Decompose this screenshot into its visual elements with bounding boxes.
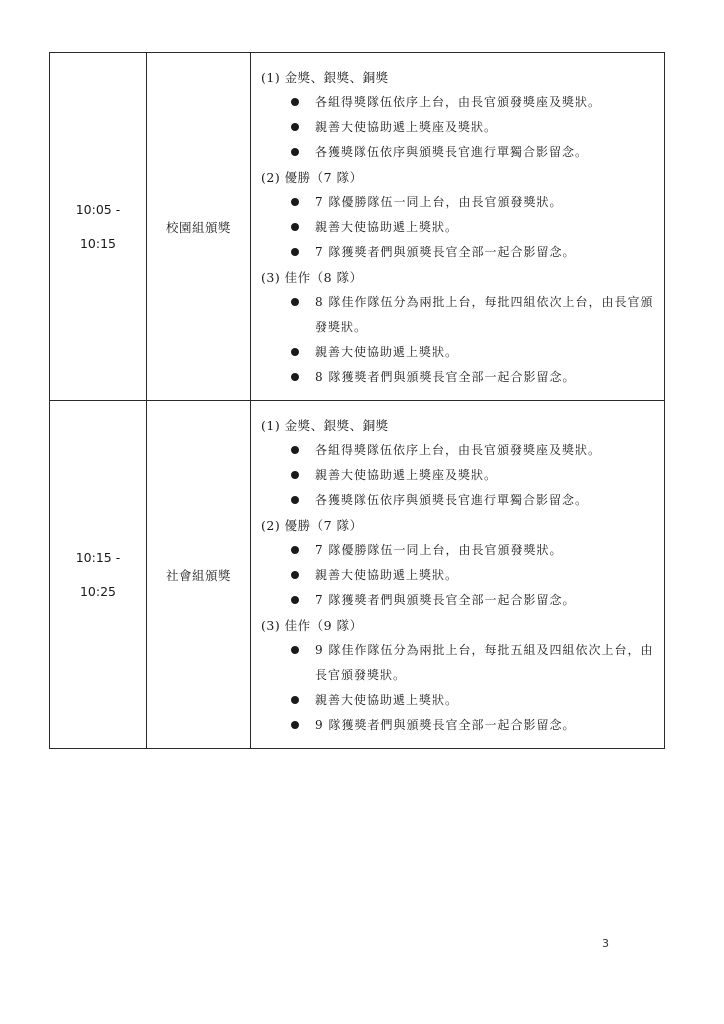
procedure-item bbox=[261, 90, 656, 115]
bullet-icon bbox=[291, 721, 299, 729]
section-heading: (1) 金獎、銀獎、銅獎 bbox=[261, 70, 389, 85]
bullet-icon bbox=[291, 446, 299, 454]
procedure-item bbox=[261, 365, 656, 390]
procedure-item bbox=[261, 563, 656, 588]
procedure-text: 親善大使協助遞上獎狀。 bbox=[315, 568, 459, 582]
bullet-icon bbox=[291, 223, 299, 231]
procedure-item bbox=[261, 713, 656, 738]
procedure-item bbox=[261, 538, 656, 563]
procedure-text: 親善大使協助遞上獎座及獎狀。 bbox=[315, 468, 498, 482]
section-heading: (2) 優勝（7 隊） bbox=[261, 518, 363, 533]
section-heading: (2) 優勝（7 隊） bbox=[261, 170, 363, 185]
bullet-icon bbox=[291, 348, 299, 356]
procedure-text: 9 隊佳作隊伍分為兩批上台，每批五組及四組依次上台，由長官頒發獎狀。 bbox=[315, 643, 654, 682]
procedure-item bbox=[261, 290, 656, 340]
procedure-item bbox=[261, 488, 656, 513]
procedure-text: 親善大使協助遞上獎座及獎狀。 bbox=[315, 120, 498, 134]
award-section bbox=[261, 65, 656, 165]
award-section bbox=[261, 613, 656, 738]
bullet-icon bbox=[291, 198, 299, 206]
time-start: 10:05 - bbox=[75, 201, 121, 217]
bullet-icon bbox=[291, 596, 299, 604]
procedure-text: 7 隊優勝隊伍一同上台，由長官頒發獎狀。 bbox=[315, 543, 563, 557]
time-cell bbox=[50, 53, 147, 401]
procedure-text: 親善大使協助遞上獎狀。 bbox=[315, 345, 459, 359]
schedule-body bbox=[50, 53, 665, 749]
bullet-icon bbox=[291, 471, 299, 479]
activity-title: 校園組頒獎 bbox=[147, 53, 251, 401]
award-schedule-table bbox=[49, 52, 665, 749]
procedure-text: 8 隊佳作隊伍分為兩批上台，每批四組依次上台，由長官頒發獎狀。 bbox=[315, 295, 654, 334]
procedure-item bbox=[261, 215, 656, 240]
procedure-item bbox=[261, 140, 656, 165]
procedure-text: 7 隊獲獎者們與頒獎長官全部一起合影留念。 bbox=[315, 245, 576, 259]
schedule-row bbox=[50, 53, 665, 401]
procedure-item bbox=[261, 240, 656, 265]
bullet-icon bbox=[291, 123, 299, 131]
award-section bbox=[261, 413, 656, 513]
bullet-icon bbox=[291, 248, 299, 256]
time-cell bbox=[50, 401, 147, 749]
award-section bbox=[261, 265, 656, 390]
bullet-icon bbox=[291, 496, 299, 504]
procedure-text: 7 隊獲獎者們與頒獎長官全部一起合影留念。 bbox=[315, 593, 576, 607]
schedule-row bbox=[50, 401, 665, 749]
bullet-icon bbox=[291, 646, 299, 654]
time-end: 10:25 bbox=[79, 583, 117, 599]
activity-title: 社會組頒獎 bbox=[147, 401, 251, 749]
time-end: 10:15 bbox=[79, 235, 117, 251]
section-heading: (3) 佳作（8 隊） bbox=[261, 270, 363, 285]
procedure-item bbox=[261, 438, 656, 463]
section-heading: (3) 佳作（9 隊） bbox=[261, 618, 363, 633]
procedure-text: 各組得獎隊伍依序上台，由長官頒發獎座及獎狀。 bbox=[315, 95, 602, 109]
procedure-text: 各獲獎隊伍依序與頒獎長官進行單獨合影留念。 bbox=[315, 145, 589, 159]
activity-details bbox=[251, 401, 665, 749]
bullet-icon bbox=[291, 696, 299, 704]
bullet-icon bbox=[291, 98, 299, 106]
procedure-text: 親善大使協助遞上獎狀。 bbox=[315, 693, 459, 707]
bullet-icon bbox=[291, 148, 299, 156]
page-number: 3 bbox=[602, 937, 609, 950]
procedure-text: 8 隊獲獎者們與頒獎長官全部一起合影留念。 bbox=[315, 370, 576, 384]
bullet-icon bbox=[291, 571, 299, 579]
procedure-text: 9 隊獲獎者們與頒獎長官全部一起合影留念。 bbox=[315, 718, 576, 732]
bullet-icon bbox=[291, 373, 299, 381]
procedure-item bbox=[261, 190, 656, 215]
procedure-item bbox=[261, 340, 656, 365]
procedure-text: 7 隊優勝隊伍一同上台，由長官頒發獎狀。 bbox=[315, 195, 563, 209]
procedure-text: 親善大使協助遞上獎狀。 bbox=[315, 220, 459, 234]
award-section bbox=[261, 513, 656, 613]
procedure-text: 各獲獎隊伍依序與頒獎長官進行單獨合影留念。 bbox=[315, 493, 589, 507]
award-section bbox=[261, 165, 656, 265]
procedure-item bbox=[261, 688, 656, 713]
bullet-icon bbox=[291, 298, 299, 306]
bullet-icon bbox=[291, 546, 299, 554]
activity-details bbox=[251, 53, 665, 401]
section-heading: (1) 金獎、銀獎、銅獎 bbox=[261, 418, 389, 433]
procedure-item bbox=[261, 638, 656, 688]
procedure-text: 各組得獎隊伍依序上台，由長官頒發獎座及獎狀。 bbox=[315, 443, 602, 457]
time-start: 10:15 - bbox=[75, 549, 121, 565]
procedure-item bbox=[261, 115, 656, 140]
procedure-item bbox=[261, 463, 656, 488]
procedure-item bbox=[261, 588, 656, 613]
